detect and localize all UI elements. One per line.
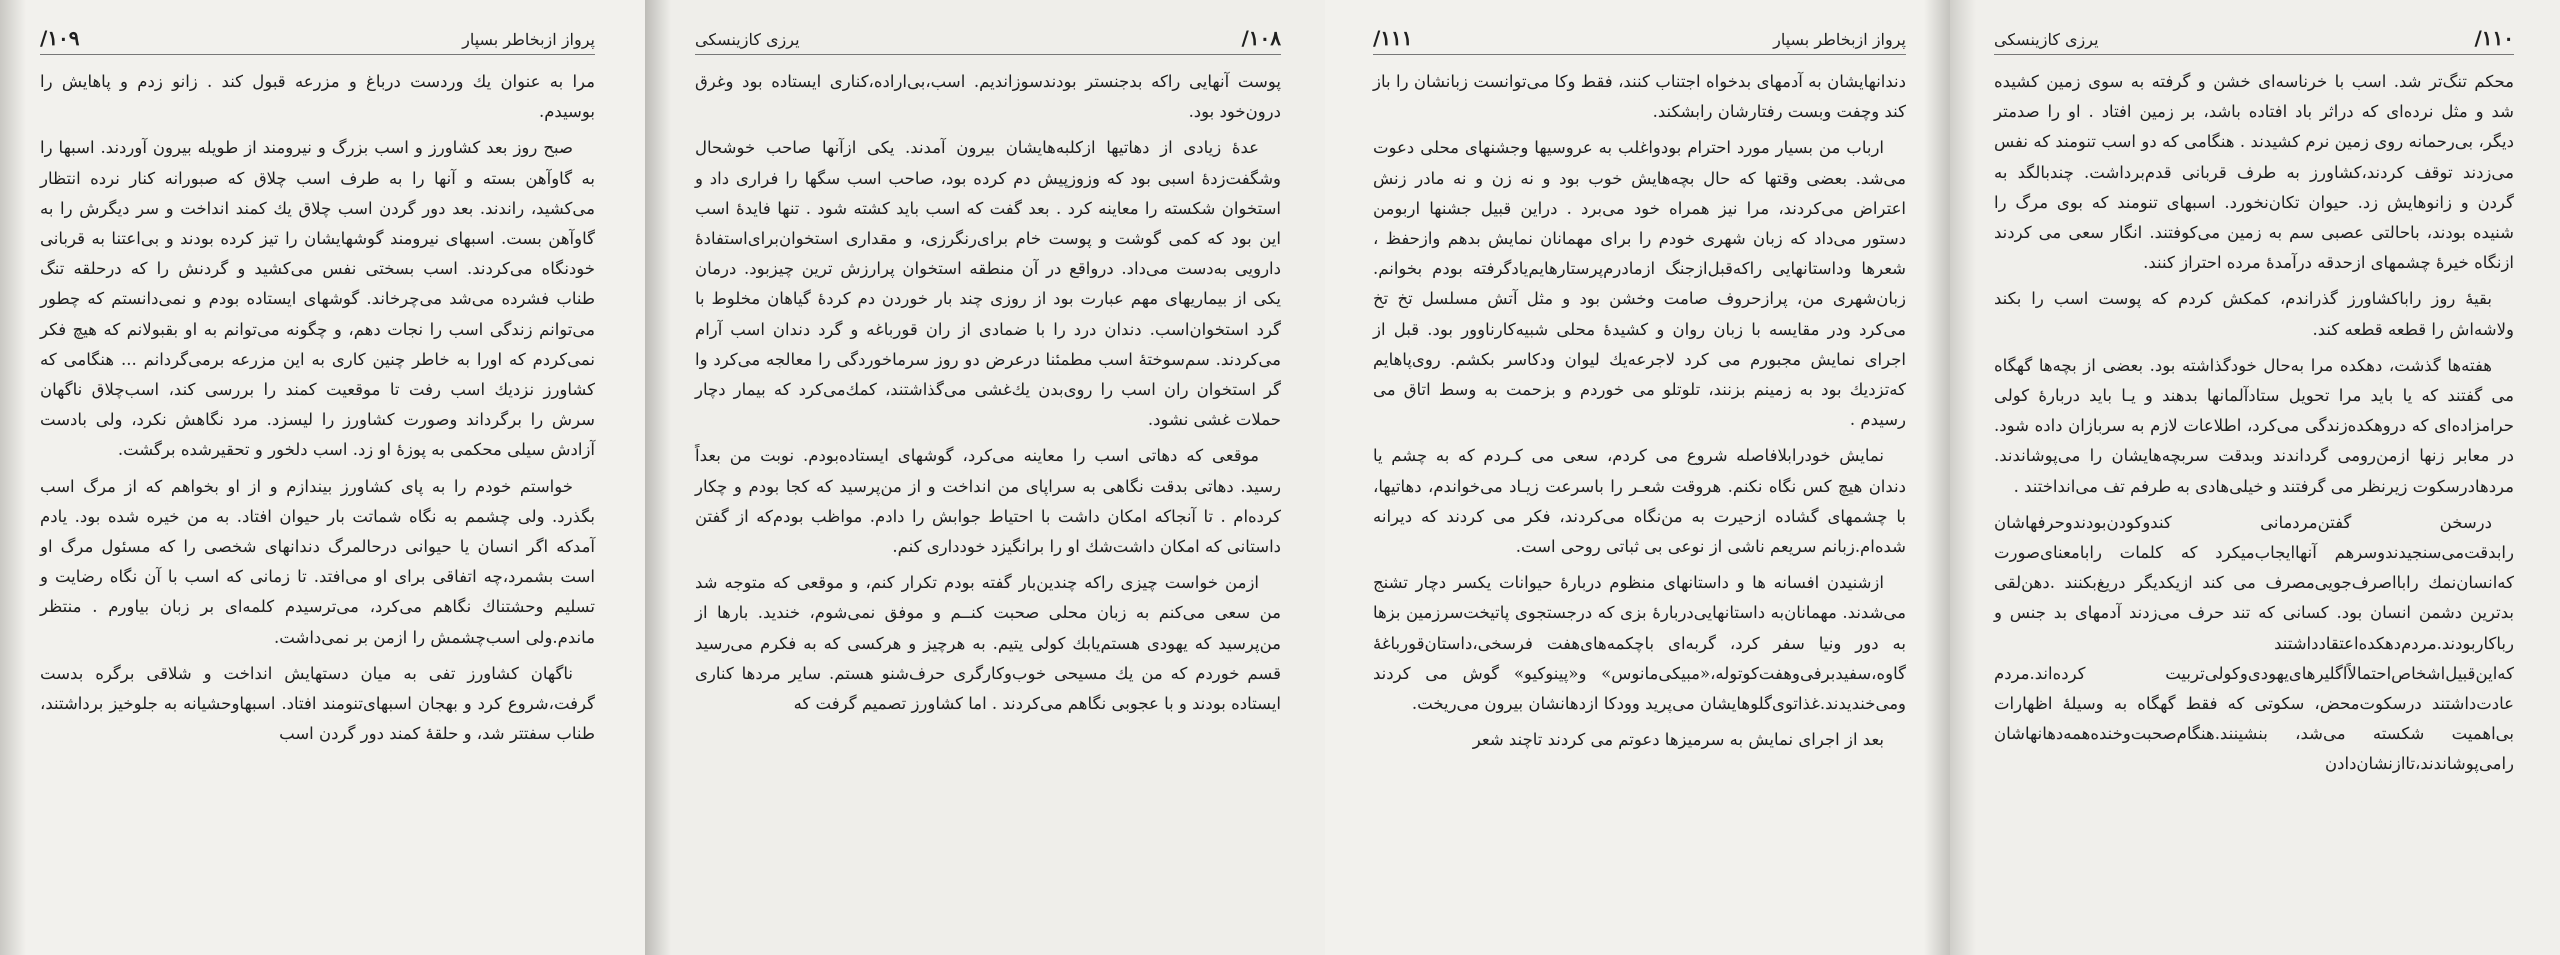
- page-body: [1373, 67, 1906, 755]
- running-title: پرواز ازبخاطر بسپار: [1773, 30, 1906, 49]
- paragraph: نمایش خودرابلافاصله شروع می کردم، سعی می کـردم که به چشم یا دندان هیچ کس نگاه نکنم. هروقت شعـر را باسرعت زیـاد می‌خواندم، دهاتیها، با چشمهای گشاده ازحیرت به من‌نگاه می‌کردند، فکر می کردند که دیرانه شده‌ام.زبانم سریعم ناشی از نوعی بی ثباتی روحی است.: [1373, 446, 1906, 557]
- page-header: [1373, 26, 1906, 55]
- paragraph: محکم تنگ‌تر شد. اسب با خرناسه‌ای خشن و گرفته به سوی زمین کشیده شد و مثل نرده‌ای که دراثر باد افتاده باشد، بر زمین افتاد . او را صدمتر دیگر، بی‌رحمانه روی زمین نرم کشیدند . هنگامی که دو اسب تنومند که نفس می‌زدند توقف کردند،کشاورز به طرف قربانی قدم‌برداشت. چندبالگد به گردن و زانوهایش زد. حیوان تکان‌نخورد. اسبهای تنومند که بوی مرگ را شنیده بودند، باحالتی عصبی سم به زمین می‌کوفتند. انگار سعی می کردند ازنگاه خیرهٔ چشمهای ازحدقه درآمدهٔ مرده احتراز کنند.: [1994, 72, 2514, 273]
- paragraph: صبح روز بعد کشاورز و اسب بزرگ و نیرومند از طویله بیرون آوردند. اسبها را به گاوآهن بسته و آنها را به طرف اسب چلاق که صبورانه کنار نرده انتظار می‌کشید، راندند. بعد دور گردن اسب چلاق یك کمند انداخت و سر دیگرش را به گاوآهن بست. اسبهای نیرومند گوشهایشان را تیز کرده بودند و بی‌اعتنا به قربانی خودنگاه می‌کردند. اسب بسختی نفس می‌کشید و گردنش را که درحلقه تنگ طناب فشرده می‌شد می‌چرخاند. گوشهای ایستاده بودم و نمی‌دانستم که چطور می‌توانم زندگی اسب را نجات دهم، و چگونه می‌توانم به او بقبولانم که هیچ فکر نمی‌کردم که اورا به خاطر چنین کاری به این مزرعه برمی‌گردانم ... هنگامی که کشاورز نزدیك اسب رفت تا موقعیت کمند را بررسی کند، اسب‌چلاق ناگهان سرش را برگرداند وصورت کشاورز را لیسزد. مرد نگاهش نکرد، ولی بادست آزادش سیلی محکمی به پوزهٔ او زد. اسب دلخور و تحقیرشده برگشت.: [40, 138, 596, 460]
- running-title: پرواز ازبخاطر بسپار: [462, 30, 595, 49]
- page-number: ۱۰۸/: [1241, 26, 1281, 50]
- page-number: ۱۰۹/: [40, 26, 80, 50]
- paragraph: هفته‌ها گذشت، دهکده مرا به‌حال خودگذاشته بود. بعضی از بچه‌ها گهگاه می گفتند که یا باید مرا تحویل ستادآلمانها بدهند و یـا باید دربارهٔ کولی حرامزاده‌ای که دروهکده‌زندگی می‌کرد، اطلاعات لازم به سربازان داده شود. در معابر زنها ازمن‌رومی گرداندند وبدقت سربچه‌هایشان را می‌پوشاندند. مردهادرسکوت زیرنظر می گرفتند و خیلی‌هادی به طرفم تف می‌انداختند .: [1994, 355, 2514, 496]
- paragraph: بقیهٔ روز راباکشاورز گذراندم، کمکش کردم که پوست اسب را بکند ولاشه‌اش را قطعه قطعه کند.: [1994, 289, 2514, 339]
- paragraph: پوست آنهایی راکه بدجنستر بودندسوزاندیم. اسب،بی‌اراده،کناری ایستاده بود وغرق درون‌خود بود.: [695, 72, 1281, 122]
- running-title: یرزی کازینسکی: [1994, 30, 2099, 49]
- page-body: [1994, 67, 2514, 780]
- page-body: [40, 67, 595, 749]
- paragraph: درسخن گفتن‌مردمانی کندوکودن‌بودندوحرفهاشان را‌بدقت‌می‌سنجیدندوسرهم آنهاایجاب‌میکرد که کلمات رابامعنای‌صورت که‌انسان‌نمك رابااصرف‌جویی‌مصرف می کند ازیکدیگر دریغ‌بکنند .دهن‌لقی بدترین دشمن انسان بود. کسانی که تند حرف می‌زدند آدمهای بد جنس و رباکاربودند.مردم‌دهکده‌اعتقادداشتند که‌این‌قبیل‌اشخاص‌احتمالاً‌اگلیر‌های‌یهودی‌وکولی‌تربیت کرده‌اند.مردم عادت‌داشتند درسکوت‌محض، سکوتی که فقط گهگاه به وسیلهٔ اظهارات بی‌اهمیت شکسته می‌شد، بنشینند.هنگام‌صحبت‌وخنده‌همه‌دهانهاشان رامی‌پوشاندند،تاازنشان‌دادن: [1994, 512, 2514, 774]
- paragraph: مرا به عنوان یك وردست درباغ و مزرعه قبول کند . زانو زدم و پاهایش را بوسیدم.: [40, 72, 595, 122]
- page-number: ۱۱۱/: [1373, 26, 1413, 50]
- page-body: [695, 67, 1281, 719]
- paragraph: عدهٔ زیادی از دهاتیها ازکلبه‌هایشان بیرون آمدند. یکی ازآنها صاحب خوشحال وشگفت‌زدهٔ اسبی بود که وزوزپیش دم کرده بود، صاحب اسب سگها را فراری داد و استخوان شکسته را معاینه کرد . بعد گفت که اسب باید کشته شود . تنها فایدهٔ اسب این بود که کمی گوشت و پوست خام برای‌رنگرزی، و مقداری استخوان‌برای‌استفادهٔ دارویی به‌دست می‌داد. درواقع در آن منطقه استخوان پرارزش ترین چیزبود. درمان یکی از بیماریهای مهم عبارت بود از روزی چند بار خوردن دم کردهٔ گیاهان مخلوط با گرد استخوان‌اسب. دندان درد را با ضمادی از ران قورباغه و گرد دندان اسب آرام می‌کردند. سم‌سوختهٔ اسب مطمئنا درعرض دو روز سرماخوردگی را معالجه می‌کرد وا گر استخوان ران اسب را روی‌بدن یك‌غشی می‌گذاشتند، کمك‌می‌کرد که بیمار دچار حملات غشی نشود.: [695, 138, 1281, 430]
- paragraph: ازمن خواست چیزی راکه چندین‌بار گفته بودم تکرار کنم، و موقعی که متوجه شد من سعی می‌کنم به زبان محلی صحبت کنــم و موفق نمی‌شوم، خندید. بارها از من‌پرسید که یهودی هستم‌یابك کولی یتیم. به هرچیز و هرکسی که به فکرم می‌رسید قسم خوردم که من یك مسیحی خوب‌وکارگری حرف‌شنو هستم. سایر مردها کناری ایستاده بودند و با عجوبی نگاهم می‌کردند . اما کشاورز تصمیم گرفت که: [695, 573, 1281, 714]
- book-page-108: [645, 0, 1325, 955]
- book-page-110: [1950, 0, 2560, 955]
- page-header: [695, 26, 1281, 55]
- page-header: [40, 26, 595, 55]
- book-page-109: [0, 0, 645, 955]
- page-header: [1994, 26, 2514, 55]
- paragraph: ناگهان کشاورز تفی به میان دستهایش انداخت و شلاقی برگره بدست گرفت،شروع کرد و بهجان اسبهای‌تنومند افتاد. اسبهاوحشیانه به جلوخیز برداشتند، طناب سفتتر شد، و حلقهٔ کمند دور گردن اسب: [40, 663, 595, 744]
- paragraph: دندانهایشان به آدمهای بدخواه اجتناب کنند، فقط وکا می‌توانست زبانشان را باز کند وچفت وبست رفتارشان رابشکند.: [1373, 72, 1906, 122]
- book-page-111: [1325, 0, 1950, 955]
- page-number: ۱۱۰/: [2474, 26, 2514, 50]
- paragraph: خواستم خودم را به پای کشاورز بیندازم و از او بخواهم که از مرگ اسب بگذرد. ولی چشمم به نگاه شماتت بار حیوان افتاد. به من خیره شده بود. یادم آمدکه اگر انسان یا حیوانی درحالمرگ دندانهای شخصی را که مسئول مرگ او است بشمرد،چه اتفاقی برای او می‌افتد. تا زمانی که اسب با آن نگاه رضایت و تسلیم وحشتناك نگاهم می‌کرد، می‌ترسیدم کلمه‌ای بر زبان بیاورم . منتظر ماندم.ولی اسب‌چشمش را ازمن بر نمی‌داشت.: [40, 476, 595, 647]
- paragraph: موقعی که دهاتی اسب را معاینه می‌کرد، گوشهای ایستاده‌بودم. نوبت من بعداً رسید. دهاتی بدقت نگاهی به سراپای من انداخت و از من‌پرسید که کجا بودم و چکار کرده‌ام . تا آنجاکه امکان داشت با احتیاط جوابش را دادم. مواظب بودم‌که از گفتن داستانی که امکان داشت‌شك او را برانگیزد خودداری کنم.: [695, 446, 1281, 557]
- paragraph: بعد از اجرای نمایش به سرمیزها دعوتم می کردند تاچند شعر: [1472, 730, 1884, 750]
- running-title: یرزی کازینسکی: [695, 30, 800, 49]
- paragraph: ازشنیدن افسانه ها و داستانهای منظوم دربارهٔ حیوانات یکسر دچار تشنج می‌شدند. مهمانان‌به داستانهایی‌دربارهٔ بزی که درجستجوی پاتیخت‌سرزمین بزها به دور ونیا سفر کرد، گربه‌ای باچکمه‌های‌هفت فرسخی،داستان‌قورباغهٔ گاوه،سفید‌برفی‌وهفت‌کوتوله،«مبیکی‌مانوس» و«پینوکیو» گوش می کردند ومی‌خندیدند.غذاتوی‌گلوهایشان می‌پرید وودکا ازدهانشان بیرون می‌ریخت.: [1373, 573, 1906, 714]
- paragraph: ارباب من بسیار مورد احترام بودواغلب به عروسیها وجشنهای محلی دعوت می‌شد. بعضی وقتها که حال بچه‌هایش خوب بود و نه زن و نه مادر زنش اعتراض می‌کردند، مرا نیز همراه خود می‌برد . دراین قبیل جشنها اربومن دستور می‌داد که زبان شهری خودم را برای مهمانان نمایش بدهم وازحفظ ، شعرها وداستانهایی راکه‌قبل‌ازجنگ ازمادرم‌پرستارهایم‌یادگرفته بودم بخوانم. زبان‌شهری من، پراز‌حروف صامت وخشن بود و مثل آتش مسلسل تخ تخ می‌کرد ودر مقایسه با زبان روان و کشیدهٔ محلی شبیه‌کارناوور بود. قبل از اجرای نمایش مجبورم می کرد لاجرعه‌یك لیوان ودکاسر بکشم. روی‌پاهایم که‌تزدیك بود به زمینم بزنند، تلوتلو می خوردم و بزحمت به وسط اتاق می رسیدم .: [1373, 138, 1906, 430]
